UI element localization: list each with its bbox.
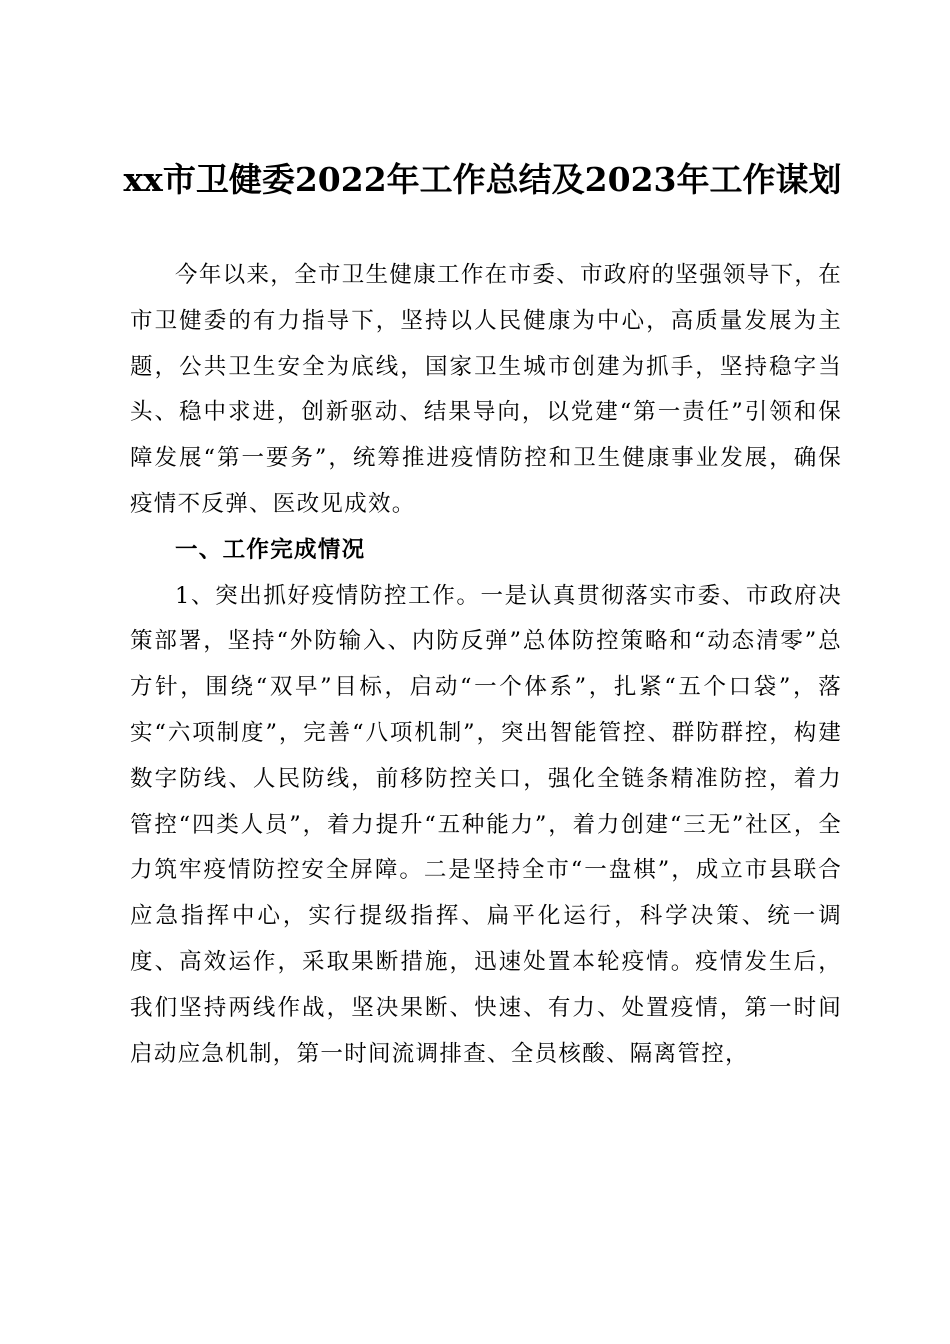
section-heading: 一、工作完成情况 [175,536,366,563]
intro-paragraph: 今年以来，全市卫生健康工作在市委、市政府的坚强领导下，在市卫健委的有力指导下，坚持以人民健康为中心，高质量发展为主题，公共卫生安全为底线，国家卫生城市创建为抓手，坚持稳字当头、稳中求进，创新驱动、结果导向，以党建“第一责任”引领和保障发展“第一要务”，统筹推进疫情防控和卫生健康事业发展，确保疫情不反弹、医改见成效。 [130,262,842,517]
document-title: xx市卫健委2022年工作总结及2023年工作谋划 [123,160,842,199]
document-body [130,253,842,1077]
section-paragraph: 1、突出抓好疫情防控工作。一是认真贯彻落实市委、市政府决策部署，坚持“外防输入、内防反弹”总体防控策略和“动态清零”总方针，围绕“双早”目标，启动“一个体系”，扎紧“五个口袋”，落实“六项制度”，完善“八项机制”，突出智能管控、群防群控，构建数字防线、人民防线，前移防控关口，强化全链条精准防控，着力管控“四类人员”，着力提升“五种能力”，着力创建“三无”社区，全力筑牢疫情防控安全屏障。二是坚持全市“一盘棋”，成立市县联合应急指挥中心，实行提级指挥、扁平化运行，科学决策、统一调度、高效运作，采取果断措施，迅速处置本轮疫情。疫情发生后，我们坚持两线作战，坚决果断、快速、有力、处置疫情，第一时间启动应急机制，第一时间流调排查、全员核酸、隔离管控， [130,582,842,1067]
